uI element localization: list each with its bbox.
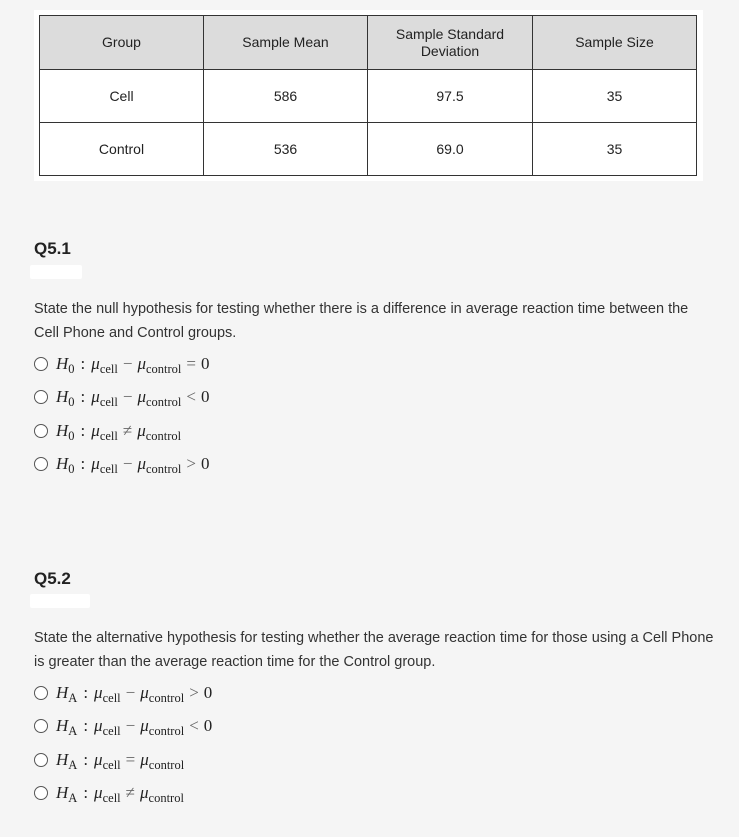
h-subscript: 0	[68, 428, 75, 443]
mu-symbol: μ	[91, 387, 100, 407]
mu-subscript: control	[145, 428, 182, 443]
header-sample-mean: Sample Mean	[204, 16, 368, 70]
radio-option[interactable]	[34, 777, 212, 811]
table-row	[40, 123, 697, 176]
mu-subscript: cell	[102, 791, 121, 806]
mu-subscript: control	[148, 757, 185, 772]
mu-symbol: μ	[140, 682, 149, 702]
formula	[56, 683, 212, 703]
formula	[56, 750, 184, 770]
points-badge-q5-2	[30, 594, 90, 608]
colon: :	[83, 749, 89, 769]
question-title-q5-1: Q5.1	[34, 239, 71, 258]
h-symbol: H	[56, 387, 69, 407]
h-subscript: A	[68, 757, 78, 772]
mu-symbol: μ	[137, 454, 146, 474]
h-subscript: A	[68, 791, 78, 806]
operator: −	[122, 353, 133, 373]
mu-subscript: cell	[99, 462, 118, 477]
radio-button[interactable]	[34, 719, 48, 733]
operator: −	[122, 387, 133, 407]
colon: :	[80, 420, 86, 440]
radio-option[interactable]	[34, 347, 210, 381]
radio-option[interactable]	[34, 743, 212, 777]
radio-option[interactable]	[34, 414, 210, 448]
radio-button[interactable]	[34, 753, 48, 767]
formula	[56, 454, 210, 477]
radio-button[interactable]	[34, 357, 48, 371]
radio-button[interactable]	[34, 686, 48, 700]
points-badge-q5-1	[30, 265, 82, 279]
h-symbol: H	[56, 420, 69, 440]
cell-size: 35	[533, 70, 697, 123]
mu-subscript: control	[148, 724, 185, 739]
colon: :	[80, 387, 86, 407]
formula	[56, 783, 184, 806]
colon: :	[83, 682, 89, 702]
cell-mean: 536	[204, 123, 368, 176]
relation: >	[186, 454, 197, 474]
h-symbol: H	[56, 783, 69, 803]
operator: ≠	[125, 783, 135, 803]
mu-subscript: control	[146, 462, 182, 477]
header-sample-size: Sample Size	[533, 16, 697, 70]
relation: >	[189, 682, 199, 702]
mu-symbol: μ	[91, 420, 100, 440]
mu-subscript: control	[146, 395, 182, 410]
mu-symbol: μ	[94, 716, 103, 736]
mu-symbol: μ	[139, 783, 149, 803]
mu-subscript: control	[146, 361, 182, 376]
h-subscript: A	[68, 690, 78, 705]
mu-subscript: cell	[99, 361, 118, 376]
radio-option[interactable]	[34, 676, 212, 710]
mu-symbol: μ	[140, 749, 149, 769]
radio-option[interactable]	[34, 710, 212, 744]
mu-subscript: cell	[102, 690, 121, 705]
h-subscript: 0	[68, 395, 75, 410]
rhs-value: 0	[201, 353, 210, 373]
choices-q5-2	[34, 676, 212, 810]
formula	[56, 716, 213, 739]
formula	[56, 421, 181, 441]
mu-symbol: μ	[140, 716, 149, 736]
rhs-value: 0	[201, 454, 210, 474]
relation: <	[186, 387, 197, 407]
data-table-container	[34, 10, 703, 181]
operator: −	[125, 716, 136, 736]
summary-table	[39, 15, 697, 176]
mu-symbol: μ	[91, 353, 100, 373]
cell-mean: 586	[204, 70, 368, 123]
colon: :	[83, 716, 89, 736]
h-subscript: 0	[68, 462, 75, 477]
cell-group: Control	[40, 123, 204, 176]
h-symbol: H	[56, 749, 69, 769]
mu-subscript: cell	[99, 428, 118, 443]
radio-button[interactable]	[34, 390, 48, 404]
mu-subscript: cell	[102, 724, 121, 739]
formula	[56, 354, 210, 374]
mu-symbol: μ	[94, 682, 103, 702]
operator: ≠	[122, 420, 133, 440]
radio-option[interactable]	[34, 448, 210, 482]
question-prompt-q5-2: State the alternative hypothesis for testing whether the average reaction time for those using a Cell Phone is greater than the average reaction time for the Control group.	[34, 630, 714, 670]
mu-symbol: μ	[94, 783, 103, 803]
mu-subscript: cell	[102, 757, 121, 772]
radio-option[interactable]	[34, 381, 210, 415]
header-group: Group	[40, 16, 204, 70]
h-symbol: H	[56, 454, 69, 474]
formula	[56, 387, 210, 410]
h-symbol: H	[56, 682, 69, 702]
h-subscript: 0	[68, 361, 75, 376]
question-title-q5-2: Q5.2	[34, 569, 71, 588]
colon: :	[80, 353, 86, 373]
radio-button[interactable]	[34, 424, 48, 438]
colon: :	[83, 783, 89, 803]
radio-button[interactable]	[34, 786, 48, 800]
operator: −	[125, 682, 136, 702]
cell-group: Cell	[40, 70, 204, 123]
h-symbol: H	[56, 716, 69, 736]
mu-subscript: control	[148, 791, 184, 806]
cell-size: 35	[533, 123, 697, 176]
question-prompt-q5-1: State the null hypothesis for testing whether there is a difference in average reaction time between the Cell Phone and Control groups.	[34, 301, 689, 341]
h-subscript: A	[68, 724, 78, 739]
relation: =	[186, 353, 197, 373]
h-symbol: H	[56, 353, 69, 373]
rhs-value: 0	[203, 682, 213, 702]
mu-subscript: control	[148, 690, 185, 705]
relation: <	[189, 716, 199, 736]
mu-symbol: μ	[137, 387, 146, 407]
operator: =	[125, 749, 136, 769]
mu-symbol: μ	[91, 454, 100, 474]
radio-button[interactable]	[34, 457, 48, 471]
header-sample-sd	[368, 16, 533, 70]
cell-sd: 69.0	[368, 123, 533, 176]
header-sample-sd-text: Sample Standard Deviation	[395, 25, 505, 59]
rhs-value: 0	[201, 387, 210, 407]
mu-symbol: μ	[137, 353, 146, 373]
mu-symbol: μ	[94, 749, 103, 769]
operator: −	[122, 454, 133, 474]
table-header-row	[40, 16, 697, 70]
colon: :	[80, 454, 86, 474]
mu-symbol: μ	[137, 420, 146, 440]
table-row	[40, 70, 697, 123]
rhs-value: 0	[203, 716, 213, 736]
choices-q5-1	[34, 347, 210, 481]
mu-subscript: cell	[99, 395, 118, 410]
cell-sd: 97.5	[368, 70, 533, 123]
